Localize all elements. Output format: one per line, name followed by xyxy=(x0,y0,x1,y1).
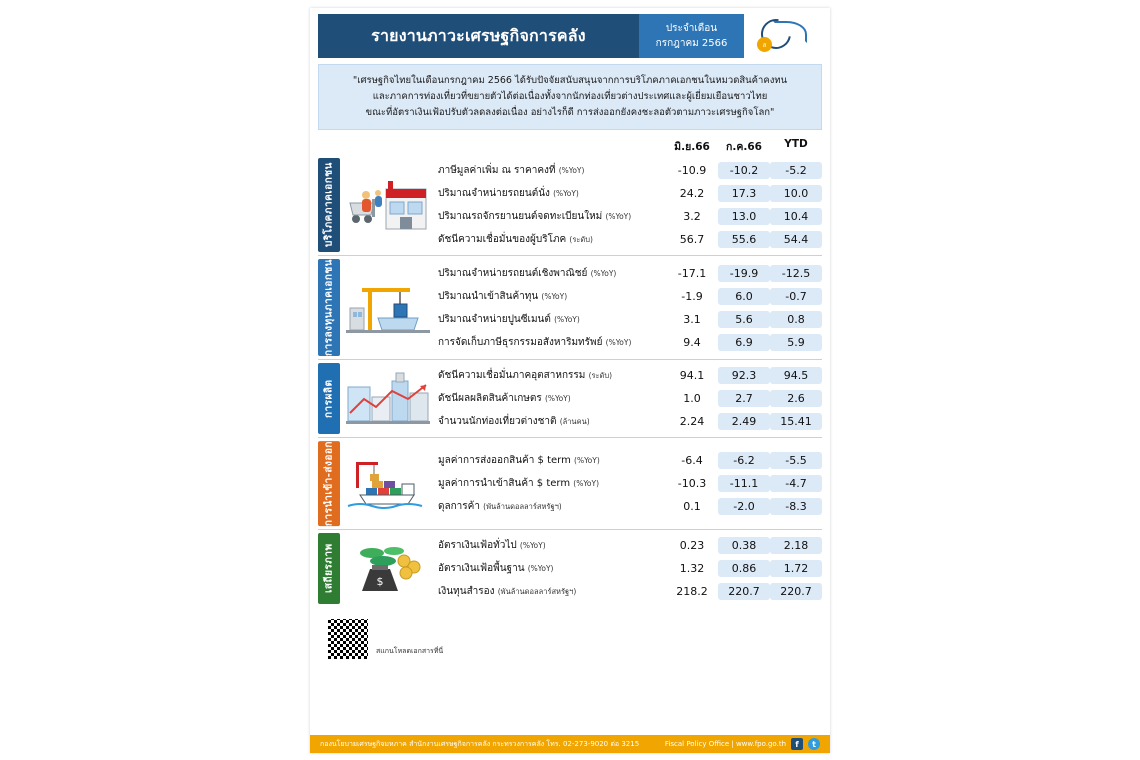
table-row xyxy=(436,534,822,557)
row-value-2: 220.7 xyxy=(770,583,822,600)
row-value-0: 1.32 xyxy=(679,562,705,576)
section-rows-0 xyxy=(436,155,822,255)
row-label: การจัดเก็บภาษีธุรกรรมอสังหาริมทรัพย์ xyxy=(438,336,603,348)
row-value-1: -6.2 xyxy=(718,452,770,469)
row-value-2: -0.7 xyxy=(770,288,822,305)
period-value: กรกฎาคม 2566 xyxy=(655,38,728,49)
table-row xyxy=(436,495,822,518)
row-unit: (%YoY) xyxy=(527,564,554,574)
row-unit: (%YoY) xyxy=(553,189,579,199)
row-label: ดุลการค้า xyxy=(438,501,480,513)
row-value-2: 10.4 xyxy=(770,208,822,225)
section-rows-3 xyxy=(436,438,822,529)
qr-block xyxy=(326,617,822,661)
row-label: ปริมาณจำหน่ายปูนซีเมนต์ xyxy=(438,313,551,325)
row-label: ปริมาณจำหน่ายรถยนต์นั่ง xyxy=(438,188,550,200)
row-value-1: 17.3 xyxy=(718,185,770,202)
row-value-0: 9.4 xyxy=(683,335,701,349)
crane-construction-icon xyxy=(340,256,436,359)
column-header-0: มิ.ย.66 xyxy=(674,141,710,154)
section-label-0: บริโภคภาคเอกชน xyxy=(318,158,340,252)
section-private-investment xyxy=(318,256,822,360)
quote-line-3: ขณะที่อัตราเงินเฟ้อปรับตัวลดลงต่อเนื่อง อย่างไรก็ดี การส่งออกยังคงชะลอตัวตามภาวะเศรษฐกิจโลก" xyxy=(365,107,775,119)
row-value-0: 3.2 xyxy=(683,210,701,224)
row-unit: (%YoY) xyxy=(541,291,568,301)
row-value-2: -12.5 xyxy=(770,265,822,282)
footer-left-text: กองนโยบายเศรษฐกิจมหภาค สำนักงานเศรษฐกิจการคลัง กระทรวงการคลัง โทร. 02-273-9020 ต่อ 3215 xyxy=(320,739,640,748)
row-value-2: -8.3 xyxy=(770,498,822,515)
facebook-icon[interactable]: f xyxy=(791,738,803,750)
row-value-0: 3.1 xyxy=(683,312,701,326)
row-value-1: 2.49 xyxy=(718,413,770,430)
table-row xyxy=(436,449,822,472)
footer-bar xyxy=(310,735,830,753)
row-unit: (ระดับ) xyxy=(569,235,593,245)
summary-quote xyxy=(318,64,822,130)
period-label: ประจำเดือน xyxy=(665,23,718,34)
factory-industry-icon xyxy=(340,360,436,437)
row-value-0: 94.1 xyxy=(679,369,705,383)
store-illustration xyxy=(342,175,434,235)
table-row xyxy=(436,228,822,251)
row-value-0: 218.2 xyxy=(676,585,708,599)
column-header-1: ก.ค.66 xyxy=(726,141,762,154)
ship-illustration xyxy=(342,454,434,514)
logo-seal-icon: ส xyxy=(757,37,772,52)
row-unit: (พันล้านดอลลาร์สหรัฐฯ) xyxy=(483,502,562,512)
table-row xyxy=(436,580,822,603)
row-value-0: 0.23 xyxy=(679,539,705,553)
svg-text:$: $ xyxy=(376,574,384,588)
row-value-2: 5.9 xyxy=(770,334,822,351)
section-rows-1 xyxy=(436,256,822,359)
row-label: เงินทุนสำรอง xyxy=(438,586,495,598)
row-value-2: -5.2 xyxy=(770,162,822,179)
row-value-1: 55.6 xyxy=(718,231,770,248)
row-value-1: -2.0 xyxy=(718,498,770,515)
table-row xyxy=(436,285,822,308)
row-unit: (ระดับ) xyxy=(588,371,613,381)
table-row xyxy=(436,308,822,331)
table-row xyxy=(436,387,822,410)
row-value-0: -6.4 xyxy=(681,454,703,468)
row-value-0: -10.9 xyxy=(677,164,707,178)
store-shopping-icon xyxy=(340,155,436,255)
row-value-2: 2.6 xyxy=(770,390,822,407)
report-sheet xyxy=(310,8,830,753)
footer-right-text[interactable]: Fiscal Policy Office | www.fpo.go.th xyxy=(664,740,786,748)
row-value-1: 6.9 xyxy=(718,334,770,351)
money-illustration xyxy=(342,539,434,599)
row-value-1: 5.6 xyxy=(718,311,770,328)
row-value-0: -10.3 xyxy=(677,477,707,491)
table-row xyxy=(436,159,822,182)
row-label: ปริมาณนำเข้าสินค้าทุน xyxy=(438,290,539,302)
quote-line-1: "เศรษฐกิจไทยในเดือนกรกฎาคม 2566 ได้รับปัจจัยสนับสนุนจากการบริโภคภาคเอกชนในหมวดสินค้าคงทน xyxy=(352,75,788,86)
table-row xyxy=(436,205,822,228)
money-bag-coins-icon xyxy=(340,530,436,607)
row-value-0: 2.24 xyxy=(679,415,705,429)
row-unit: (%YoY) xyxy=(554,314,580,324)
table-row xyxy=(436,557,822,580)
row-label: ดัชนีความเชื่อมั่นภาคอุตสาหกรรม xyxy=(438,370,586,382)
row-value-1: 13.0 xyxy=(718,208,770,225)
row-value-0: 0.1 xyxy=(683,500,701,514)
row-value-2: 15.41 xyxy=(770,413,822,430)
section-trade xyxy=(318,438,822,530)
section-stability xyxy=(318,530,822,607)
row-label: อัตราเงินเฟ้อทั่วไป xyxy=(438,540,517,552)
row-value-1: 0.38 xyxy=(718,537,770,554)
row-value-1: -10.2 xyxy=(718,162,770,179)
row-label: มูลค่าการส่งออกสินค้า $ term xyxy=(438,455,571,467)
row-unit: (พันล้านดอลลาร์สหรัฐฯ) xyxy=(497,587,577,597)
row-unit: (%YoY) xyxy=(544,394,571,404)
row-value-2: 0.8 xyxy=(770,311,822,328)
row-label: ปริมาณรถจักรยานยนต์จดทะเบียนใหม่ xyxy=(438,211,603,223)
row-value-1: 220.7 xyxy=(718,583,770,600)
row-value-2: 2.18 xyxy=(770,537,822,554)
section-rows-4 xyxy=(436,530,822,607)
fpo-logo-icon xyxy=(744,14,822,58)
report-header xyxy=(318,14,822,58)
row-value-2: 10.0 xyxy=(770,185,822,202)
row-value-2: 54.4 xyxy=(770,231,822,248)
row-value-0: 24.2 xyxy=(679,187,705,201)
row-value-0: -1.9 xyxy=(681,289,703,303)
section-label-4: เสถียรภาพ xyxy=(318,533,340,604)
row-unit: (%YoY) xyxy=(590,268,617,278)
row-label: ปริมาณจำหน่ายรถยนต์เชิงพาณิชย์ xyxy=(438,267,588,279)
row-label: มูลค่าการนำเข้าสินค้า $ term xyxy=(438,478,571,490)
qr-code-icon[interactable] xyxy=(326,617,370,661)
table-row xyxy=(436,364,822,387)
table-row xyxy=(436,472,822,495)
row-value-1: 0.86 xyxy=(718,560,770,577)
factory-illustration xyxy=(342,369,434,429)
table-row xyxy=(436,182,822,205)
row-value-1: -19.9 xyxy=(718,265,770,282)
row-label: ดัชนีความเชื่อมั่นของผู้บริโภค xyxy=(438,234,567,246)
row-label: อัตราเงินเฟ้อพื้นฐาน xyxy=(438,563,525,575)
row-label: จำนวนนักท่องเที่ยวต่างชาติ xyxy=(438,416,557,428)
port-container-ship-icon xyxy=(340,438,436,529)
page-title: รายงานภาวะเศรษฐกิจการคลัง xyxy=(318,14,639,58)
column-header-2: YTD xyxy=(784,138,808,151)
twitter-icon[interactable]: t xyxy=(808,738,820,750)
row-value-1: -11.1 xyxy=(718,475,770,492)
row-value-2: -4.7 xyxy=(770,475,822,492)
row-unit: (ล้านคน) xyxy=(559,417,590,427)
logo-mark xyxy=(755,17,811,55)
table-row xyxy=(436,331,822,354)
row-unit: (%YoY) xyxy=(519,541,546,551)
row-value-0: 1.0 xyxy=(683,392,701,406)
period-block xyxy=(639,14,744,58)
quote-line-2: และภาคการท่องเที่ยวที่ขยายตัวได้ต่อเนื่องทั้งจากนักท่องเที่ยวต่างประเทศและผู้เยี่ยมเยือนชาวไทย xyxy=(372,91,768,103)
section-label-2: การผลิต xyxy=(318,363,340,434)
row-value-0: -17.1 xyxy=(677,266,707,280)
table-column-headers xyxy=(318,138,822,155)
row-value-1: 92.3 xyxy=(718,367,770,384)
qr-caption: สแกนโหลดเอกสารที่นี่ xyxy=(376,647,444,656)
row-value-1: 6.0 xyxy=(718,288,770,305)
section-label-3: การนำเข้า-ส่งออก xyxy=(318,441,340,526)
table-row xyxy=(436,262,822,285)
row-label: ดัชนีผลผลิตสินค้าเกษตร xyxy=(438,393,542,405)
row-value-1: 2.7 xyxy=(718,390,770,407)
row-unit: (%YoY) xyxy=(605,337,632,347)
crane-illustration xyxy=(342,278,434,338)
row-unit: (%YoY) xyxy=(573,479,600,489)
section-production xyxy=(318,360,822,438)
row-label: ภาษีมูลค่าเพิ่ม ณ ราคาคงที่ xyxy=(438,165,556,177)
section-rows-2 xyxy=(436,360,822,437)
section-private-consumption xyxy=(318,155,822,256)
row-unit: (%YoY) xyxy=(558,166,585,176)
row-value-0: 56.7 xyxy=(679,233,705,247)
row-value-2: 1.72 xyxy=(770,560,822,577)
row-value-2: -5.5 xyxy=(770,452,822,469)
row-unit: (%YoY) xyxy=(574,456,600,466)
row-unit: (%YoY) xyxy=(605,212,632,222)
row-value-2: 94.5 xyxy=(770,367,822,384)
table-row xyxy=(436,410,822,433)
section-label-1: การลงทุนภาคเอกชน xyxy=(318,259,340,356)
